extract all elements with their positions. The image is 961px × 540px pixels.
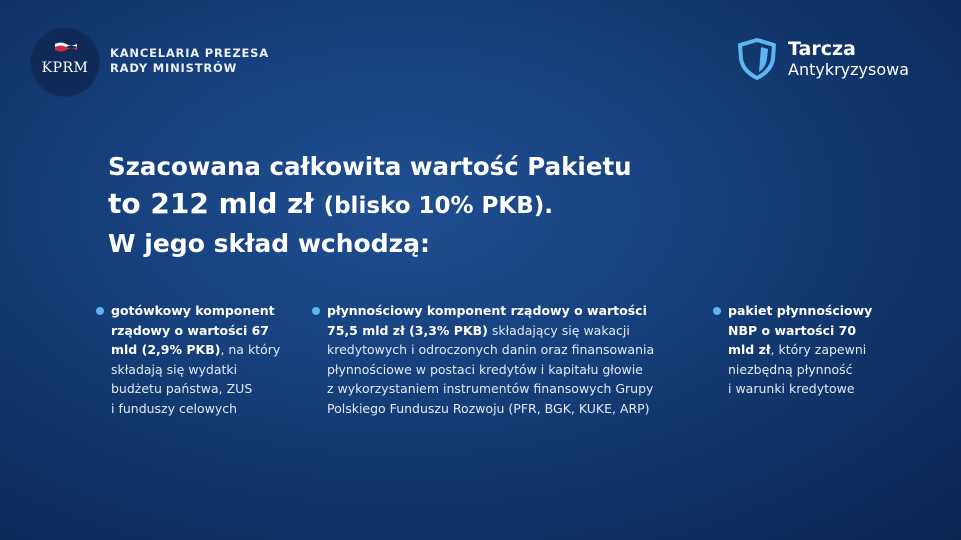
column-line: płynnościowy komponent rządowy o wartości xyxy=(327,303,647,318)
kprm-logo xyxy=(30,27,100,97)
column-line: rządowy o wartości 67 xyxy=(111,322,269,338)
column-line: i warunki kredytowe xyxy=(728,381,855,396)
tarcza-title: Tarcza xyxy=(788,38,856,60)
kprm-name-line2: RADY MINISTRÓW xyxy=(110,61,238,75)
polish-flag-icon xyxy=(54,41,78,53)
column-line: NBP o wartości 70 xyxy=(728,322,857,338)
bullet-dot-icon xyxy=(96,307,104,315)
headline xyxy=(108,150,828,262)
headline-line2-paren: (blisko 10% PKB). xyxy=(323,193,554,219)
column-line: mld (2,9% PKB), na który xyxy=(111,342,281,357)
kprm-name-line1: KANCELARIA PREZESA xyxy=(110,46,269,60)
bullet-dot-icon xyxy=(312,307,320,315)
headline-line2 xyxy=(108,184,828,226)
component-column-1 xyxy=(111,301,296,418)
headline-line3: W jego skład wchodzą: xyxy=(108,229,431,258)
column-line: niezbędną płynność xyxy=(728,361,853,377)
tarcza-subtitle: Antykryzysowa xyxy=(788,60,910,79)
bullet-dot-icon xyxy=(713,307,721,315)
kprm-name xyxy=(110,46,269,76)
column-line: budżetu państwa, ZUS xyxy=(111,381,253,396)
component-column-2 xyxy=(327,301,702,418)
column-line: Polskiego Funduszu Rozwoju (PFR, BGK, KUKE, ARP) xyxy=(327,400,650,416)
component-column-3 xyxy=(728,301,928,399)
headline-line1: Szacowana całkowita wartość Pakietu xyxy=(108,152,632,181)
column-line: mld zł, który zapewni xyxy=(728,342,867,357)
headline-line2-main: to 212 mld zł xyxy=(108,187,314,220)
column-line: kredytowych i odroczonych danin oraz finansowania xyxy=(327,342,655,357)
kprm-logo-text: KPRM xyxy=(41,60,89,76)
column-line: z wykorzystaniem instrumentów finansowych Grupy xyxy=(327,381,654,396)
column-line: i funduszy celowych xyxy=(111,400,238,416)
column-line: 75,5 mld zł (3,3% PKB) składający się wakacji xyxy=(327,322,630,338)
column-line: składają się wydatki xyxy=(111,361,238,377)
column-line: pakiet płynnościowy xyxy=(728,303,873,318)
column-line: płynnościowe w postaci kredytów i kapitału głowie xyxy=(327,361,643,377)
shield-icon xyxy=(735,37,779,81)
column-line: gotówkowy komponent xyxy=(111,303,275,318)
